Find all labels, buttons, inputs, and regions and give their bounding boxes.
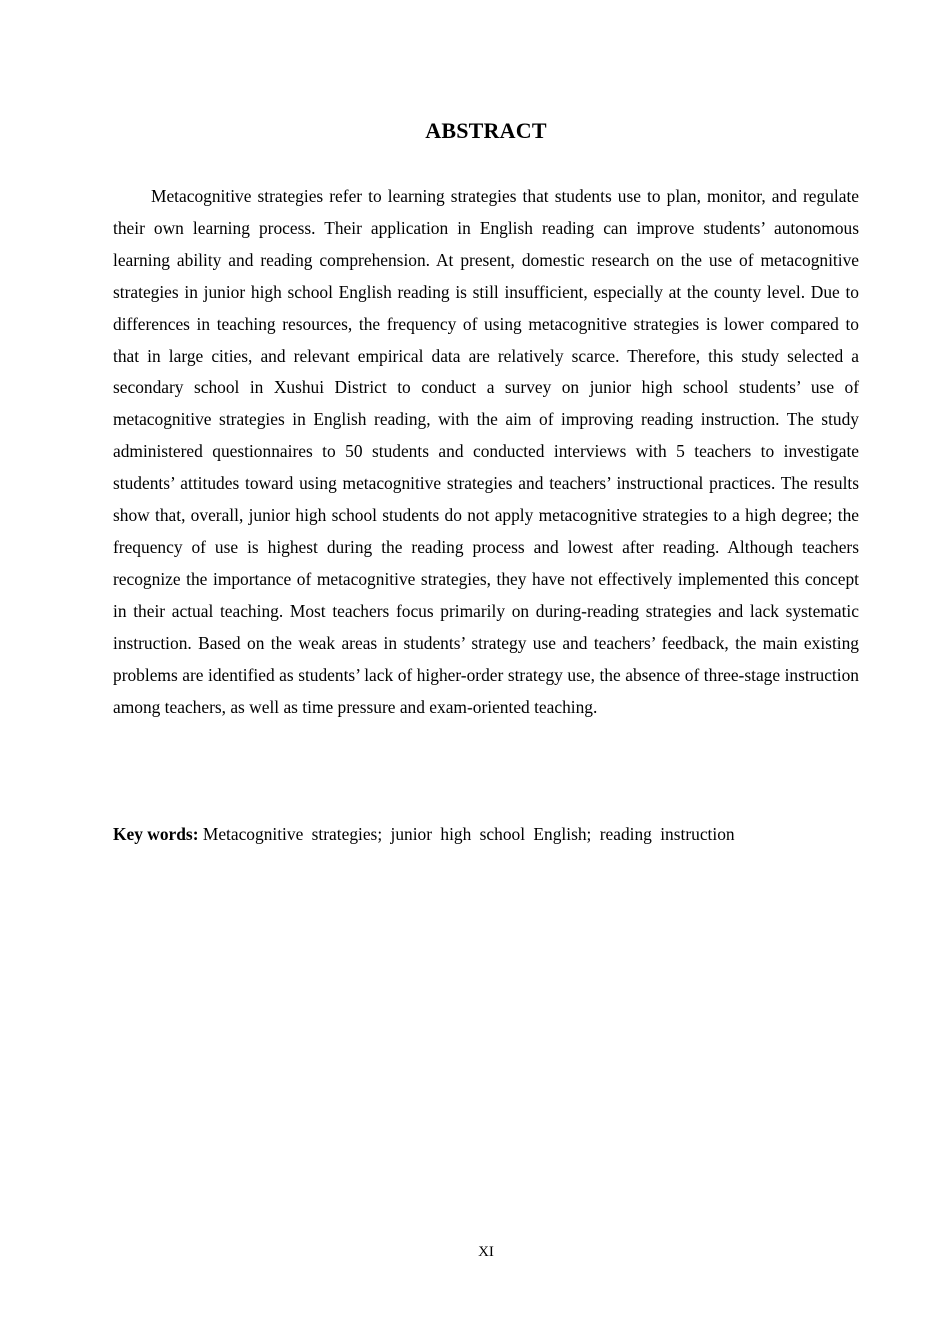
abstract-body: Metacognitive strategies refer to learning strategies that students use to plan, monitor, and regulate their own learning process. Their application in English reading can improve students’ autonomous learning ability and reading comprehension. At present, domestic research on the use of metacognitive strategies in junior high school English reading is still insufficient, especially at the county level. Due to differences in teaching resources, the frequency of using metacognitive strategies is lower compared to that in large cities, and relevant empirical data are relatively scarce. Therefore, this study selected a secondary school in Xushui District to conduct a survey on junior high school students’ use of metacognitive strategies in English reading, with the aim of improving reading instruction. The study administered questionnaires to 50 students and conducted interviews with 5 teachers to investigate students’ attitudes toward using metacognitive strategies and teachers’ instructional practices. The results show that, overall, junior high school students do not apply metacognitive strategies to a high degree; the frequency of use is highest during the reading process and lowest after reading. Although teachers recognize the importance of metacognitive strategies, they have not effectively implemented this concept in their actual teaching. Most teachers focus primarily on during-reading strategies and lack systematic instruction. Based on the weak areas in students’ strategy use and teachers’ feedback, the main existing problems are identified as students’ lack of higher-order strategy use, the absence of three-stage instruction among teachers, as well as time pressure and exam-oriented teaching. xyxy=(113,186,859,717)
keywords-text: Metacognitive strategies; junior high school English; reading instruction xyxy=(202,824,735,844)
page-number: XI xyxy=(478,1244,494,1260)
keywords-line xyxy=(113,820,859,848)
abstract-title: ABSTRACT xyxy=(425,118,547,143)
keywords-label: Key words: xyxy=(113,824,199,844)
